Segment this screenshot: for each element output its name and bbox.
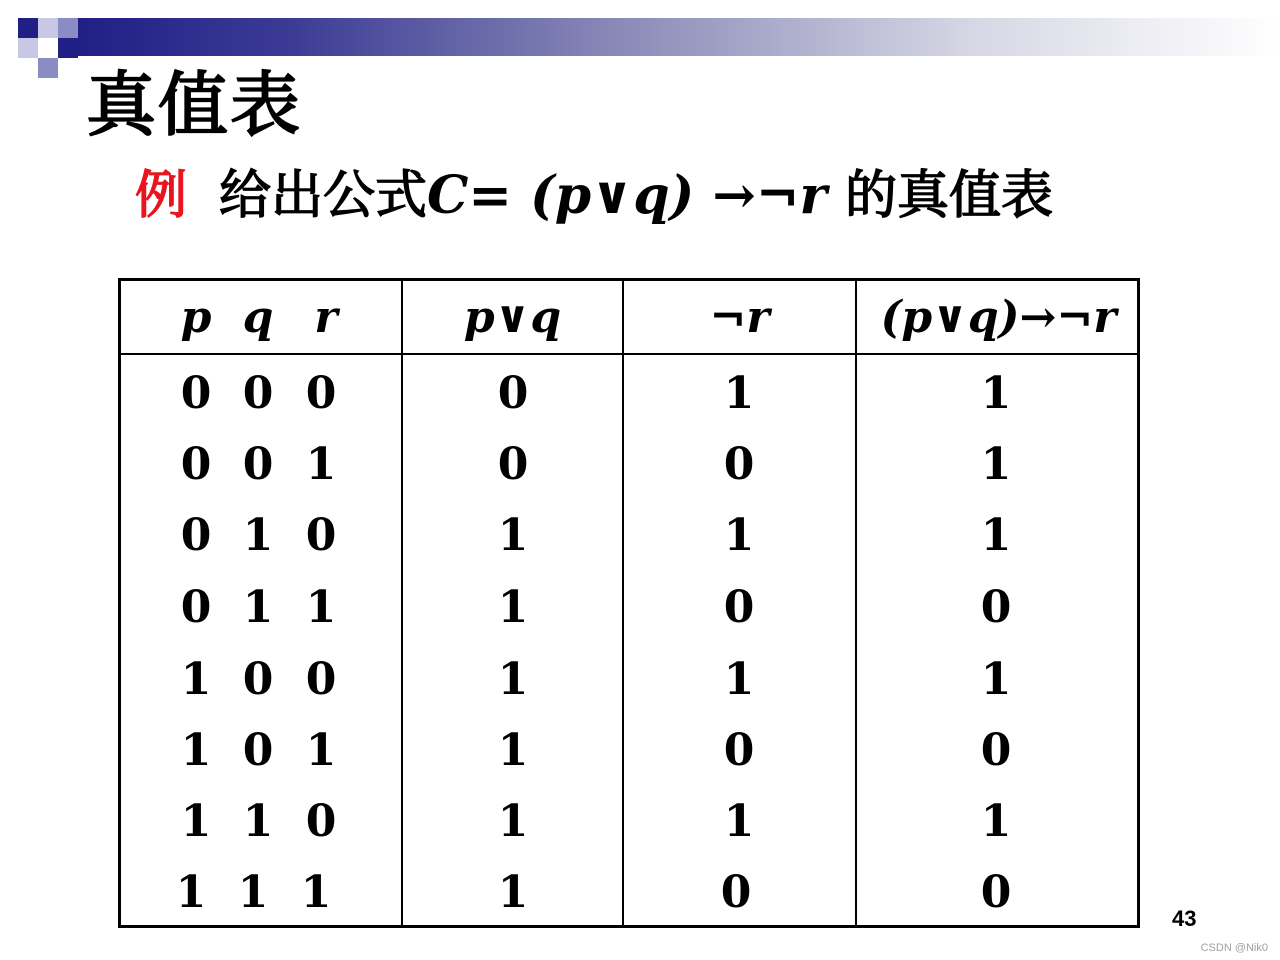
cell-r: 1 <box>305 582 337 633</box>
table-row <box>121 716 1137 786</box>
cell-not-r: 1 <box>723 796 755 847</box>
decor-square <box>58 38 78 58</box>
table-row <box>121 359 1137 429</box>
cell-not-r: 0 <box>723 582 755 633</box>
cell-p: 1 <box>180 654 212 705</box>
cell-r: 0 <box>305 796 337 847</box>
example-prefix: 给出公式 <box>219 165 428 226</box>
header-formula: (p∨q)→¬r <box>880 292 1117 343</box>
cell-not-r: 1 <box>723 368 755 419</box>
watermark: CSDN @Nik0 <box>1200 942 1268 954</box>
decor-square <box>18 18 38 38</box>
header-not-r: ¬r <box>709 292 770 343</box>
header-gradient-bar <box>78 18 1280 56</box>
table-row <box>121 501 1137 571</box>
table-row <box>121 430 1137 500</box>
header-q: q <box>242 292 274 343</box>
example-suffix: 的真值表 <box>826 165 1053 226</box>
cell-p-or-q: 1 <box>497 510 529 561</box>
cell-p: 1 <box>180 725 212 776</box>
decor-square <box>58 18 78 38</box>
table-row <box>121 573 1137 643</box>
cell-p-or-q: 0 <box>497 368 529 419</box>
cell-p: 1 <box>175 867 207 918</box>
example-formula: = (p∨q) →¬r <box>468 165 827 226</box>
cell-q: 0 <box>242 654 274 705</box>
cell-formula: 1 <box>980 439 1012 490</box>
cell-formula: 1 <box>980 796 1012 847</box>
header-p: p <box>180 292 212 343</box>
decor-square <box>38 58 58 78</box>
cell-p-or-q: 0 <box>497 439 529 490</box>
cell-p-or-q: 1 <box>497 654 529 705</box>
cell-q: 0 <box>242 368 274 419</box>
header-p-or-q: p∨q <box>463 292 562 343</box>
cell-q: 1 <box>242 510 274 561</box>
cell-p-or-q: 1 <box>497 796 529 847</box>
cell-p: 1 <box>180 796 212 847</box>
cell-q: 0 <box>242 725 274 776</box>
cell-q: 1 <box>242 582 274 633</box>
table-row <box>121 645 1137 715</box>
cell-not-r: 0 <box>723 725 755 776</box>
cell-formula: 1 <box>980 510 1012 561</box>
cell-formula: 0 <box>980 582 1012 633</box>
header-r: r <box>314 292 338 343</box>
cell-p: 0 <box>180 582 212 633</box>
cell-not-r: 0 <box>723 439 755 490</box>
example-line <box>135 165 1053 226</box>
table-row <box>121 858 1137 928</box>
cell-p-or-q: 1 <box>497 867 529 918</box>
page-number: 43 <box>1172 906 1197 931</box>
cell-formula: 1 <box>980 654 1012 705</box>
cell-formula: 0 <box>980 725 1012 776</box>
cell-r: 0 <box>305 368 337 419</box>
cell-p: 0 <box>180 510 212 561</box>
cell-r: 1 <box>305 439 337 490</box>
truth-table <box>118 278 1140 928</box>
cell-formula: 0 <box>980 867 1012 918</box>
cell-r: 1 <box>305 725 337 776</box>
cell-p: 0 <box>180 368 212 419</box>
cell-r: 0 <box>305 654 337 705</box>
decor-square <box>38 18 58 38</box>
cell-r: 1 <box>300 867 332 918</box>
cell-not-r: 1 <box>723 654 755 705</box>
cell-p-or-q: 1 <box>497 725 529 776</box>
example-tag: 例 <box>135 165 188 226</box>
cell-not-r: 1 <box>723 510 755 561</box>
slide-title: 真值表 <box>86 63 302 146</box>
decor-square <box>18 38 38 58</box>
cell-q: 0 <box>242 439 274 490</box>
cell-p: 0 <box>180 439 212 490</box>
cell-not-r: 0 <box>720 867 752 918</box>
table-row <box>121 787 1137 857</box>
cell-formula: 1 <box>980 368 1012 419</box>
cell-r: 0 <box>305 510 337 561</box>
cell-q: 1 <box>242 796 274 847</box>
header-divider <box>121 353 1137 355</box>
cell-q: 1 <box>237 867 269 918</box>
example-formula-c: C <box>427 165 469 226</box>
cell-p-or-q: 1 <box>497 582 529 633</box>
